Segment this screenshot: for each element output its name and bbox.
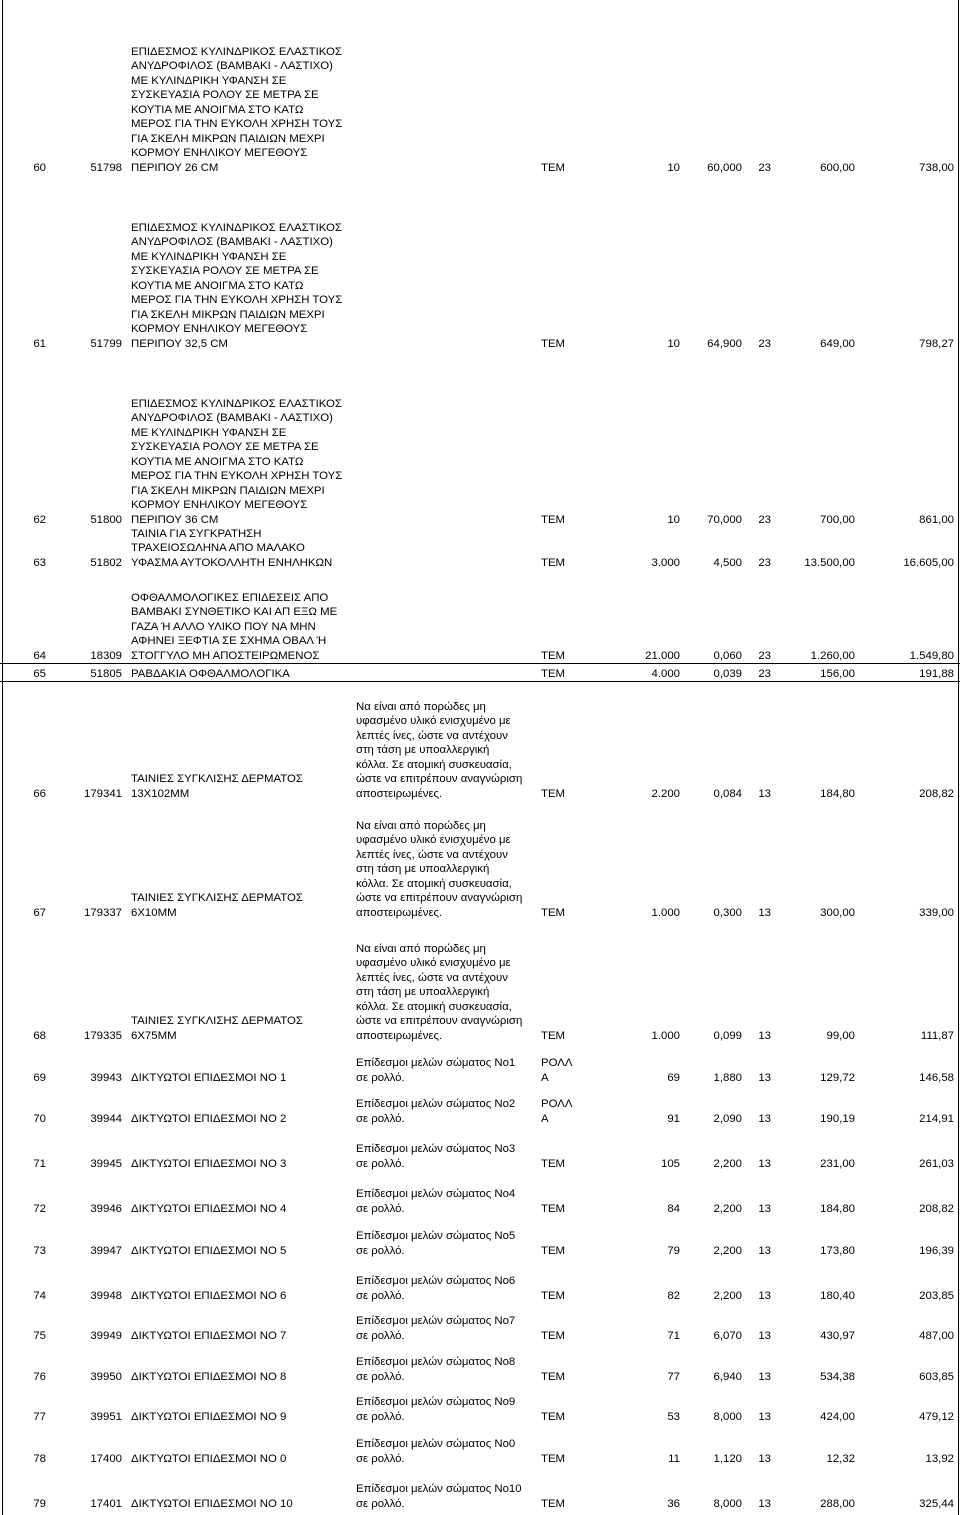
cell-total: 16.605,00 [903,556,954,569]
cell-unit: ΤΕΜ [541,649,566,662]
cell-unit: ΤΕΜ [541,1497,566,1510]
cell-unit: ΡΟΛΛ Α [541,1057,573,1084]
cell-code: 39951 [90,1410,122,1423]
cell-net: 534,38 [820,1370,855,1383]
cell-no: 67 [33,906,46,919]
cell-total: 214,91 [919,1112,954,1125]
cell-price: 2,200 [713,1157,742,1170]
cell-desc: ΤΑΙΝΙΕΣ ΣΥΓΚΛΙΣΗΣ ΔΕΡΜΑΤΟΣ 6Χ75ΜΜ [131,1015,303,1042]
cell-total: 13,92 [925,1452,954,1465]
cell-no: 68 [33,1029,46,1042]
cell-desc: ΔΙΚΤΥΩΤΟΙ ΕΠΙΔΕΣΜΟΙ ΝΟ 3 [131,1157,287,1170]
cell-unit: ΤΕΜ [541,161,566,174]
cell-price: 2,200 [713,1289,742,1302]
cell-code: 39946 [90,1202,122,1215]
cell-desc: ΔΙΚΤΥΩΤΟΙ ΕΠΙΔΕΣΜΟΙ ΝΟ 2 [131,1112,287,1125]
cell-code: 17401 [90,1497,122,1510]
cell-desc: ΔΙΚΤΥΩΤΟΙ ΕΠΙΔΕΣΜΟΙ ΝΟ 1 [131,1071,287,1084]
cell-unit: ΤΕΜ [541,1410,566,1423]
cell-code: 18309 [90,649,122,662]
cell-price: 8,000 [713,1410,742,1423]
cell-price: 1,880 [713,1071,742,1084]
cell-code: 179341 [83,787,122,800]
cell-code: 39949 [90,1329,122,1342]
cell-no: 71 [33,1157,46,1170]
cell-no: 72 [33,1202,46,1215]
cell-total: 738,00 [919,161,954,174]
cell-total: 208,82 [919,1202,954,1215]
cell-code: 39947 [90,1244,122,1257]
cell-price: 70,000 [707,513,742,526]
cell-total: 191,88 [919,667,954,680]
cell-price: 2,090 [713,1112,742,1125]
cell-unit: ΤΕΜ [541,1157,566,1170]
cell-net: 300,00 [820,906,855,919]
cell-net: 430,97 [820,1329,855,1342]
cell-code: 179335 [83,1029,122,1042]
cell-unit: ΤΕΜ [541,787,566,800]
cell-code: 39948 [90,1289,122,1302]
cell-net: 649,00 [820,337,855,350]
cell-total: 208,82 [919,787,954,800]
cell-no: 74 [33,1289,46,1302]
cell-spec: Επίδεσμοι μελών σώματος Νο3 σε ρολλό. [356,1143,516,1170]
cell-vat: 13 [758,1202,771,1215]
cell-no: 61 [33,337,46,350]
cell-code: 39950 [90,1370,122,1383]
cell-unit: ΤΕΜ [541,906,566,919]
cell-total: 196,39 [919,1244,954,1257]
cell-price: 6,940 [713,1370,742,1383]
cell-total: 603,85 [919,1370,954,1383]
cell-no: 63 [33,556,46,569]
cell-spec: Επίδεσμοι μελών σώματος Νο9 σε ρολλό. [356,1396,516,1423]
cell-desc: ΕΠΙΔΕΣΜΟΣ ΚΥΛΙΝΔΡΙΚΟΣ ΕΛΑΣΤΙΚΟΣ ΑΝΥΔΡΟΦΙΛΟΣ (ΒΑΜΒΑΚΙ - ΛΑΣΤΙΧΟ) ΜΕ ΚΥΛΙΝΔΡΙΚΗ ΥΦΑΝΣΗ ΣΕ ΣΥΣΚΕΥΑΣΙΑ ΡΟΛΟΥ ΣΕ ΜΕΤΡΑ ΣΕ ΚΟΥΤΙΑ ΜΕ ΑΝΟΙΓΜΑ ΣΤΟ ΚΑΤΩ ΜΕΡΟΣ ΓΙΑ ΤΗΝ ΕΥΚΟΛΗ ΧΡΗΣΗ ΤΟΥΣ ΓΙΑ ΣΚΕΛΗ ΜΙΚΡΩΝ ΠΑΙΔΙΩΝ ΜΕΧΡΙ ΚΟΡΜΟΥ ΕΝΗΛΙΚΟΥ ΜΕΓΕΘΟΥΣ ΠΕΡΙΠΟΥ 26 CM [131,45,343,174]
cell-no: 77 [33,1410,46,1423]
cell-net: 288,00 [820,1497,855,1510]
cell-qty: 2.200 [651,787,680,800]
cell-unit: ΤΕΜ [541,1452,566,1465]
cell-desc: ΔΙΚΤΥΩΤΟΙ ΕΠΙΔΕΣΜΟΙ ΝΟ 5 [131,1244,287,1257]
cell-unit: ΤΕΜ [541,337,566,350]
cell-total: 1.549,80 [909,649,954,662]
cell-price: 2,200 [713,1244,742,1257]
cell-qty: 1.000 [651,1029,680,1042]
cell-code: 51798 [90,161,122,174]
cell-vat: 13 [758,1029,771,1042]
cell-vat: 23 [758,337,771,350]
cell-total: 146,58 [919,1071,954,1084]
cell-desc: ΔΙΚΤΥΩΤΟΙ ΕΠΙΔΕΣΜΟΙ ΝΟ 7 [131,1329,287,1342]
cell-vat: 13 [758,787,771,800]
cell-code: 17400 [90,1452,122,1465]
cell-desc: ΔΙΚΤΥΩΤΟΙ ΕΠΙΔΕΣΜΟΙ ΝΟ 6 [131,1289,287,1302]
cell-total: 325,44 [919,1497,954,1510]
cell-price: 60,000 [707,161,742,174]
cell-spec: Να είναι από πορώδες μη υφασμένο υλικό ενισχυμένο με λεπτές ίνες, ώστε να αντέχουν στη τάση με υποαλλεργική κόλλα. Σε ατομική συσκευασία, ώστε να επιτρέπουν αναγνώριση αποστειρωμένες. [356,819,523,919]
cell-qty: 4.000 [651,667,680,680]
cell-qty: 36 [667,1497,680,1510]
cell-price: 0,039 [713,667,742,680]
cell-net: 173,80 [820,1244,855,1257]
cell-net: 184,80 [820,1202,855,1215]
cell-vat: 23 [758,649,771,662]
cell-desc: ΔΙΚΤΥΩΤΟΙ ΕΠΙΔΕΣΜΟΙ ΝΟ 9 [131,1410,287,1423]
cell-vat: 13 [758,1452,771,1465]
cell-qty: 21.000 [645,649,680,662]
cell-price: 0,084 [713,787,742,800]
cell-no: 78 [33,1452,46,1465]
cell-net: 424,00 [820,1410,855,1423]
cell-spec: Επίδεσμοι μελών σώματος Νο4 σε ρολλό. [356,1188,516,1215]
cell-spec: Να είναι από πορώδες μη υφασμένο υλικό ενισχυμένο με λεπτές ίνες, ώστε να αντέχουν στη τάση με υποαλλεργική κόλλα. Σε ατομική συσκευασία, ώστε να επιτρέπουν αναγνώριση αποστειρωμένες. [356,700,523,800]
cell-vat: 13 [758,906,771,919]
left-border [2,0,3,1515]
cell-no: 76 [33,1370,46,1383]
cell-qty: 11 [668,1452,680,1465]
cell-vat: 13 [758,1497,771,1510]
cell-unit: ΤΕΜ [541,1329,566,1342]
cell-desc: ΔΙΚΤΥΩΤΟΙ ΕΠΙΔΕΣΜΟΙ ΝΟ 0 [131,1452,287,1465]
cell-net: 190,19 [820,1112,855,1125]
cell-desc: ΤΑΙΝΙΑ ΓΙΑ ΣΥΓΚΡΑΤΗΣΗ ΤΡΑΧΕΙΟΣΩΛΗΝΑ ΑΠΟ ΜΑΛΑΚΟ ΥΦΑΣΜΑ ΑΥΤΟΚΟΛΛΗΤΗ ΕΝΗΛΗΚΩΝ [131,527,333,569]
cell-net: 700,00 [820,513,855,526]
cell-code: 51800 [90,513,122,526]
cell-no: 73 [33,1244,46,1257]
cell-no: 62 [33,513,46,526]
cell-vat: 13 [758,1112,771,1125]
cell-qty: 82 [667,1289,680,1302]
cell-total: 861,00 [919,513,954,526]
cell-unit: ΡΟΛΛ Α [541,1098,573,1125]
cell-no: 66 [33,787,46,800]
cell-desc: ΔΙΚΤΥΩΤΟΙ ΕΠΙΔΕΣΜΟΙ ΝΟ 10 [131,1497,293,1510]
cell-vat: 13 [758,1157,771,1170]
cell-qty: 71 [667,1329,680,1342]
cell-unit: ΤΕΜ [541,513,566,526]
cell-price: 2,200 [713,1202,742,1215]
cell-price: 0,060 [713,649,742,662]
cell-desc: ΕΠΙΔΕΣΜΟΣ ΚΥΛΙΝΔΡΙΚΟΣ ΕΛΑΣΤΙΚΟΣ ΑΝΥΔΡΟΦΙΛΟΣ (ΒΑΜΒΑΚΙ - ΛΑΣΤΙΧΟ) ΜΕ ΚΥΛΙΝΔΡΙΚΗ ΥΦΑΝΣΗ ΣΕ ΣΥΣΚΕΥΑΣΙΑ ΡΟΛΟΥ ΣΕ ΜΕΤΡΑ ΣΕ ΚΟΥΤΙΑ ΜΕ ΑΝΟΙΓΜΑ ΣΤΟ ΚΑΤΩ ΜΕΡΟΣ ΓΙΑ ΤΗΝ ΕΥΚΟΛΗ ΧΡΗΣΗ ΤΟΥΣ ΓΙΑ ΣΚΕΛΗ ΜΙΚΡΩΝ ΠΑΙΔΙΩΝ ΜΕΧΡΙ ΚΟΡΜΟΥ ΕΝΗΛΙΚΟΥ ΜΕΓΕΘΟΥΣ ΠΕΡΙΠΟΥ 36 CM [131,397,343,526]
cell-qty: 10 [667,337,680,350]
cell-vat: 13 [758,1410,771,1423]
row-divider [0,663,960,664]
cell-net: 129,72 [820,1071,855,1084]
cell-unit: ΤΕΜ [541,667,566,680]
cell-qty: 10 [667,161,680,174]
cell-spec: Επίδεσμοι μελών σώματος Νο5 σε ρολλό. [356,1230,516,1257]
cell-net: 156,00 [820,667,855,680]
cell-qty: 3.000 [651,556,680,569]
cell-price: 64,900 [707,337,742,350]
cell-net: 1.260,00 [810,649,855,662]
cell-qty: 10 [667,513,680,526]
cell-net: 12,32 [826,1452,855,1465]
cell-vat: 13 [758,1289,771,1302]
cell-no: 75 [33,1329,46,1342]
cell-code: 179337 [83,906,122,919]
cell-vat: 13 [758,1071,771,1084]
cell-total: 203,85 [919,1289,954,1302]
cell-unit: ΤΕΜ [541,1289,566,1302]
cell-desc: ΡΑΒΔΑΚΙΑ ΟΦΘΑΛΜΟΛΟΓΙΚΑ [131,667,290,680]
cell-total: 479,12 [919,1410,954,1423]
cell-price: 0,300 [713,906,742,919]
cell-vat: 23 [758,161,771,174]
cell-net: 231,00 [820,1157,855,1170]
cell-unit: ΤΕΜ [541,1029,566,1042]
cell-qty: 69 [667,1071,680,1084]
cell-no: 64 [33,649,46,662]
cell-total: 261,03 [919,1157,954,1170]
cell-vat: 13 [758,1329,771,1342]
cell-total: 111,87 [920,1029,954,1042]
cell-vat: 13 [758,1370,771,1383]
cell-net: 600,00 [820,161,855,174]
cell-net: 13.500,00 [804,556,855,569]
cell-spec: Επίδεσμοι μελών σώματος Νο6 σε ρολλό. [356,1275,516,1302]
cell-spec: Επίδεσμοι μελών σώματος Νο10 σε ρολλό. [356,1483,522,1510]
cell-total: 339,00 [919,906,954,919]
cell-no: 65 [33,667,46,680]
cell-spec: Επίδεσμοι μελών σώματος Νο7 σε ρολλό. [356,1315,516,1342]
cell-vat: 23 [758,667,771,680]
cell-code: 39944 [90,1112,122,1125]
row-divider [0,681,960,682]
cell-qty: 53 [667,1410,680,1423]
cell-desc: ΤΑΙΝΙΕΣ ΣΥΓΚΛΙΣΗΣ ΔΕΡΜΑΤΟΣ 13Χ102ΜΜ [131,773,303,800]
cell-total: 798,27 [919,337,954,350]
cell-spec: Επίδεσμοι μελών σώματος Νο2 σε ρολλό. [356,1098,516,1125]
cell-desc: ΔΙΚΤΥΩΤΟΙ ΕΠΙΔΕΣΜΟΙ ΝΟ 4 [131,1202,287,1215]
cell-net: 99,00 [826,1029,855,1042]
cell-desc: ΟΦΘΑΛΜΟΛΟΓΙΚΕΣ ΕΠΙΔΕΣΕΙΣ ΑΠΟ ΒΑΜΒΑΚΙ ΣΥΝΘΕΤΙΚΟ ΚΑΙ ΑΠ ΕΞΩ ΜΕ ΓΑΖΑ Ή ΑΛΛΟ ΥΛΙΚΟ ΠΟΥ ΝΑ ΜΗΝ ΑΦΗΝΕΙ ΞΕΦΤΙΑ ΣΕ ΣΧΗΜΑ ΟΒΑΛ Ή ΣΤΟΓΓΥΛΟ ΜΗ ΑΠΟΣΤΕΙΡΩΜΕΝΟΣ [131,591,338,662]
cell-code: 51799 [90,337,122,350]
cell-price: 1,120 [713,1452,742,1465]
cell-unit: ΤΕΜ [541,556,566,569]
cell-desc: ΤΑΙΝΙΕΣ ΣΥΓΚΛΙΣΗΣ ΔΕΡΜΑΤΟΣ 6Χ10ΜΜ [131,892,303,919]
cell-code: 51805 [90,667,122,680]
cell-qty: 84 [667,1202,680,1215]
cell-qty: 91 [667,1112,680,1125]
cell-desc: ΕΠΙΔΕΣΜΟΣ ΚΥΛΙΝΔΡΙΚΟΣ ΕΛΑΣΤΙΚΟΣ ΑΝΥΔΡΟΦΙΛΟΣ (ΒΑΜΒΑΚΙ - ΛΑΣΤΙΧΟ) ΜΕ ΚΥΛΙΝΔΡΙΚΗ ΥΦΑΝΣΗ ΣΕ ΣΥΣΚΕΥΑΣΙΑ ΡΟΛΟΥ ΣΕ ΜΕΤΡΑ ΣΕ ΚΟΥΤΙΑ ΜΕ ΑΝΟΙΓΜΑ ΣΤΟ ΚΑΤΩ ΜΕΡΟΣ ΓΙΑ ΤΗΝ ΕΥΚΟΛΗ ΧΡΗΣΗ ΤΟΥΣ ΓΙΑ ΣΚΕΛΗ ΜΙΚΡΩΝ ΠΑΙΔΙΩΝ ΜΕΧΡΙ ΚΟΡΜΟΥ ΕΝΗΛΙΚΟΥ ΜΕΓΕΘΟΥΣ ΠΕΡΙΠΟΥ 32,5 CM [131,221,343,350]
cell-no: 69 [33,1071,46,1084]
cell-unit: ΤΕΜ [541,1370,566,1383]
cell-spec: Επίδεσμοι μελών σώματος Νο8 σε ρολλό. [356,1356,516,1383]
cell-no: 60 [33,161,46,174]
right-border [958,0,959,1515]
cell-qty: 1.000 [651,906,680,919]
cell-code: 39945 [90,1157,122,1170]
cell-qty: 79 [667,1244,680,1257]
cell-net: 184,80 [820,787,855,800]
cell-qty: 77 [667,1370,680,1383]
cell-vat: 23 [758,556,771,569]
cell-vat: 23 [758,513,771,526]
cell-price: 6,070 [713,1329,742,1342]
cell-no: 79 [33,1497,46,1510]
cell-qty: 105 [660,1157,680,1170]
cell-net: 180,40 [820,1289,855,1302]
cell-code: 51802 [90,556,122,569]
cell-vat: 13 [758,1244,771,1257]
cell-code: 39943 [90,1071,122,1084]
cell-total: 487,00 [919,1329,954,1342]
cell-desc: ΔΙΚΤΥΩΤΟΙ ΕΠΙΔΕΣΜΟΙ ΝΟ 8 [131,1370,287,1383]
cell-unit: ΤΕΜ [541,1202,566,1215]
cell-price: 4,500 [713,556,742,569]
cell-no: 70 [33,1112,46,1125]
cell-spec: Επίδεσμοι μελών σώματος Νο0 σε ρολλό. [356,1438,516,1465]
cell-spec: Να είναι από πορώδες μη υφασμένο υλικό ενισχυμένο με λεπτές ίνες, ώστε να αντέχουν στη τάση με υποαλλεργική κόλλα. Σε ατομική συσκευασία, ώστε να επιτρέπουν αναγνώριση αποστειρωμένες. [356,942,523,1042]
cell-price: 0,099 [713,1029,742,1042]
cell-price: 8,000 [713,1497,742,1510]
cell-unit: ΤΕΜ [541,1244,566,1257]
cell-spec: Επίδεσμοι μελών σώματος Νο1 σε ρολλό. [356,1057,516,1084]
